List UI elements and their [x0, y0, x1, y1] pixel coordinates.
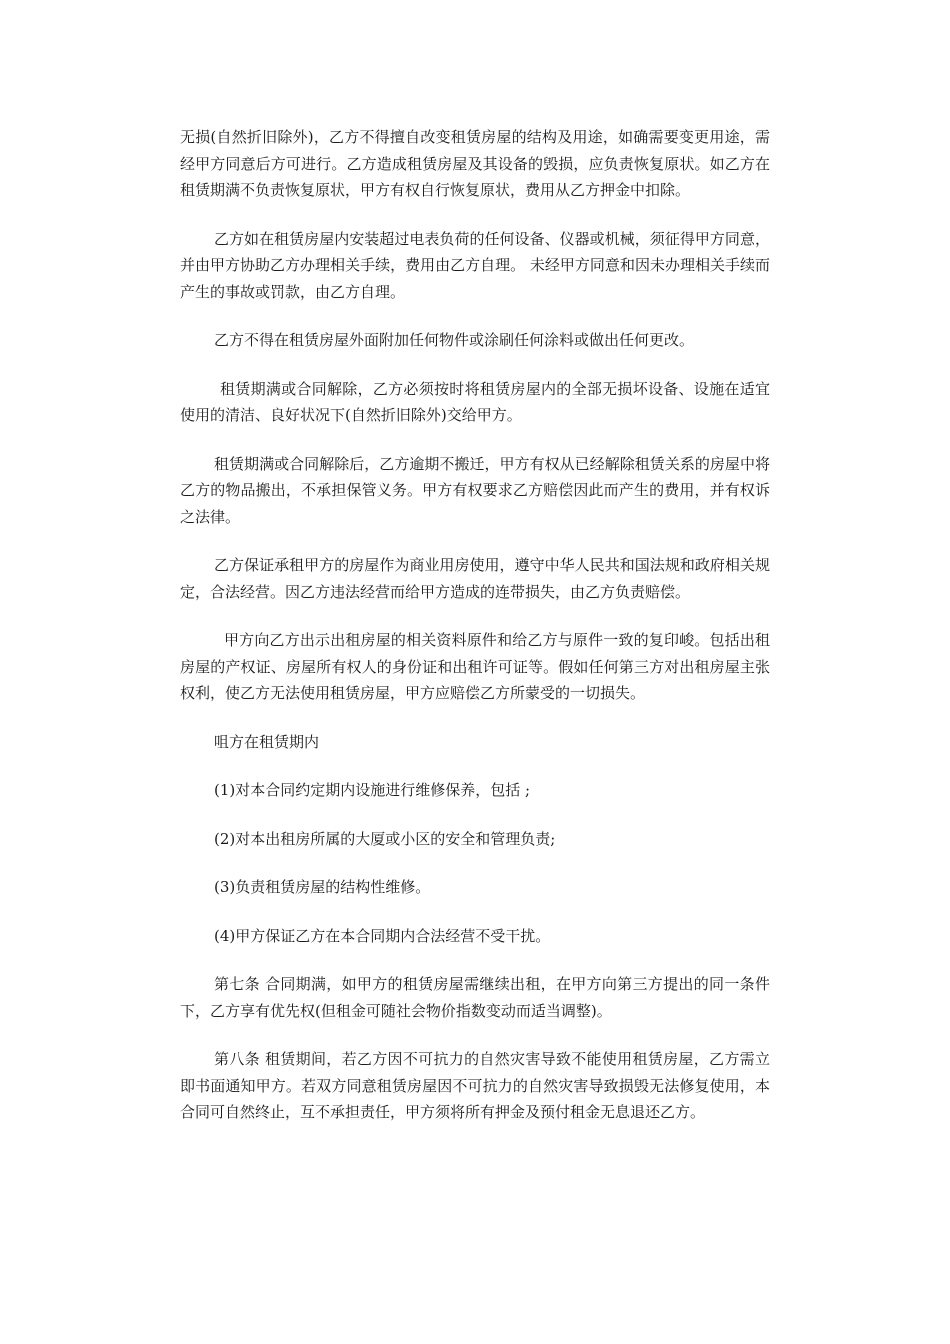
list-item-security-management: (2)对本出租房所属的大厦或小区的安全和管理负责;	[214, 829, 556, 848]
paragraph-overdue-relocation: 租赁期满或合同解除后，乙方逾期不搬迁，甲方有权从已经解除租赁关系的房屋中将乙方的物品搬出，不承担保管义务。甲方有权要求乙方赔偿因此而产生的费用，并有权诉之法律。	[180, 454, 770, 526]
document-body	[180, 124, 770, 1148]
list-item-structural-repair: (3)负责租赁房屋的结构性维修。	[214, 878, 431, 896]
article-seven: 第七条 合同期满，如甲方的租赁房屋需继续出租，在甲方向第三方提出的同一条件下，乙方享有优先权(但租金可随社会物价指数变动而适当调整)。	[180, 975, 770, 1020]
article-eight: 第八条 租赁期间，若乙方因不可抗力的自然灾害导致不能使用租赁房屋，乙方需立即书面通知甲方。若双方同意租赁房屋因不可抗力的自然灾害导致损毁无法修复使用，本合同可自然终止，互不承担责任，甲方须将所有押金及预付租金无息退还乙方。	[180, 1050, 770, 1121]
paragraph-exterior-changes: 乙方不得在租赁房屋外面附加任何物件或涂刷任何涂料或做出任何更改。	[214, 331, 695, 349]
paragraph-equipment-install: 乙方如在租赁房屋内安装超过电表负荷的任何设备、仪器或机械，须征得甲方同意，并由甲方协助乙方办理相关手续，费用由乙方自理。 未经甲方同意和因未办理相关手续而产生的事故或罚款，由乙方自理。	[180, 229, 770, 301]
paragraph-ownership-documents: 甲方向乙方出示出租房屋的相关资料原件和给乙方与原件一致的复印峻。包括出租房屋的产权证、房屋所有权人的身份证和出租许可证等。假如任何第三方对出租房屋主张权利，使乙方无法使用租赁房屋，甲方应赔偿乙方所蒙受的一切损失。	[180, 631, 770, 702]
paragraph-restore-condition: 无损(自然折旧除外)，乙方不得擅自改变租赁房屋的结构及用途，如确需要变更用途，需经甲方同意后方可进行。乙方造成租赁房屋及其设备的毁损，应负责恢复原状。如乙方在租赁期满不负责恢复原状，甲方有权自行恢复原状，费用从乙方押金中扣除。	[180, 128, 770, 199]
paragraph-commercial-use: 乙方保证承租甲方的房屋作为商业用房使用，遵守中华人民共和国法规和政府相关规定，合法经营。因乙方违法经营而给甲方造成的连带损失，由乙方负责赔偿。	[180, 556, 770, 601]
list-item-lawful-operation: (4)甲方保证乙方在本合同期内合法经营不受干扰。	[214, 926, 551, 945]
paragraph-lessor-duties-heading: 咀方在租赁期内	[214, 732, 320, 751]
list-item-maintenance: (1)对本合同约定期内设施进行维修保养，包括 ;	[214, 781, 531, 799]
paragraph-return-facilities: 租赁期满或合同解除，乙方必须按时将租赁房屋内的全部无损坏设备、设施在适宜使用的清洁、良好状况下(自然折旧除外)交给甲方。	[180, 379, 770, 424]
